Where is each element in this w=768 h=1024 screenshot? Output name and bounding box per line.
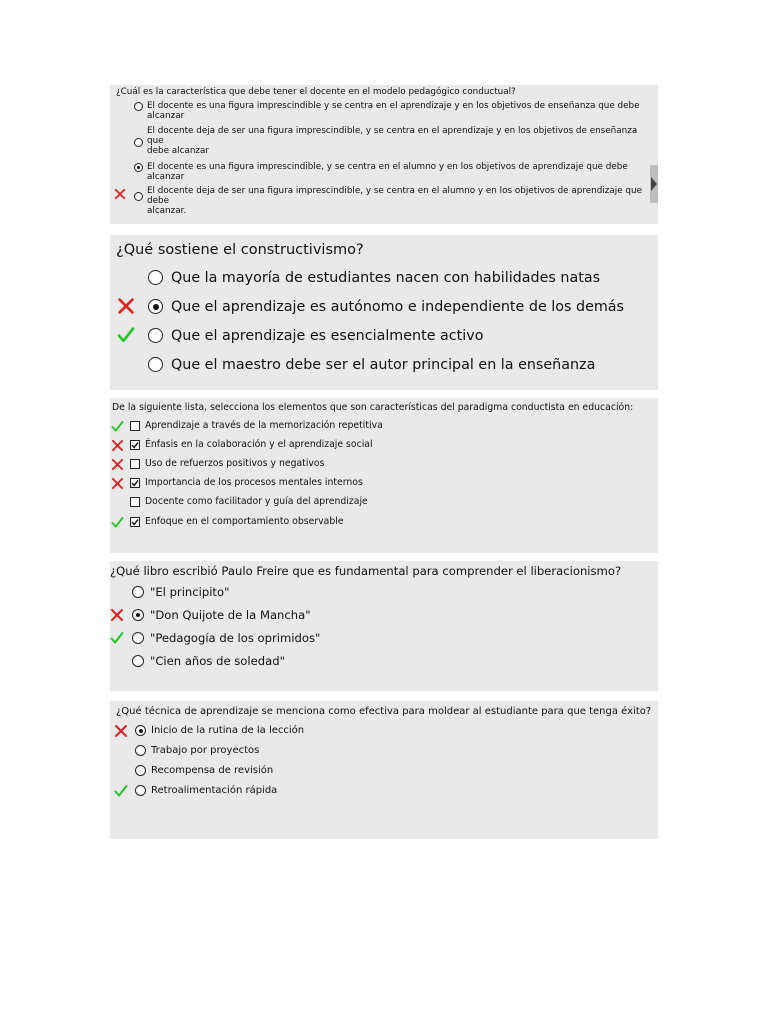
answer-option[interactable] — [132, 585, 229, 599]
radio-button[interactable] — [132, 632, 144, 644]
answer-option[interactable] — [130, 439, 373, 451]
answer-option[interactable] — [132, 608, 311, 622]
wrong-icon — [111, 439, 124, 452]
answer-option[interactable] — [135, 785, 277, 797]
answer-option[interactable] — [134, 162, 646, 182]
answer-option[interactable] — [132, 654, 285, 668]
checkbox[interactable] — [130, 421, 140, 431]
option-text: Que el maestro debe ser el autor principal en la enseñanza — [171, 357, 596, 373]
question-text: ¿Qué libro escribió Paulo Freire que es fundamental para comprender el liberacionismo? — [110, 564, 622, 578]
wrong-icon — [111, 477, 124, 490]
radio-button[interactable] — [135, 785, 146, 796]
option-text: Enfoque en el comportamiento observable — [145, 516, 344, 527]
answer-option[interactable] — [135, 765, 273, 777]
side-tab-handle[interactable] — [650, 165, 658, 203]
radio-button-selected[interactable] — [148, 299, 163, 314]
radio-button-selected[interactable] — [134, 163, 143, 172]
correct-icon — [110, 631, 124, 645]
checkbox-checked[interactable] — [130, 478, 140, 488]
option-text: debe — [147, 196, 169, 207]
answer-option[interactable] — [132, 631, 320, 645]
option-text: "El principito" — [150, 585, 230, 599]
option-text: El docente es una figura imprescindible, y se centra en el alumno y en los objetivos de aprendizaje que debe — [147, 162, 628, 172]
option-text: Docente como facilitador y guía del aprendizaje — [145, 496, 368, 507]
option-text: Que el aprendizaje es esencialmente activo — [171, 328, 484, 344]
question-card-3 — [110, 398, 658, 553]
checkbox-checked[interactable] — [130, 440, 140, 450]
answer-option[interactable] — [130, 477, 363, 489]
option-text: Que la mayoría de estudiantes nacen con habilidades natas — [171, 270, 601, 286]
option-text: El docente deja de ser una figura imprescindible, y se centra en el alumno y en los objetivos de aprendizaje que — [147, 186, 643, 196]
question-card-2 — [110, 235, 658, 390]
radio-button[interactable] — [132, 586, 144, 598]
answer-option[interactable] — [148, 327, 483, 345]
question-card-5 — [110, 701, 658, 839]
correct-icon — [117, 326, 135, 344]
radio-button[interactable] — [132, 655, 144, 667]
radio-button[interactable] — [134, 192, 143, 201]
answer-option[interactable] — [148, 269, 600, 287]
option-text: "Cien años de soledad" — [150, 654, 285, 668]
radio-button[interactable] — [148, 357, 163, 372]
option-text: Importancia de los procesos mentales internos — [145, 477, 363, 488]
wrong-icon — [111, 458, 124, 471]
question-text: De la siguiente lista, selecciona los elementos que son características del paradigma conductista en educación: — [112, 402, 634, 413]
answer-option[interactable] — [130, 420, 383, 432]
answer-option[interactable] — [148, 298, 624, 316]
option-text: Recompensa de revisión — [151, 765, 274, 776]
answer-option[interactable] — [135, 725, 304, 737]
checkbox-checked[interactable] — [130, 517, 140, 527]
option-text: El docente deja de ser una figura imprescindible, y se centra en el aprendizaje y en los objetivos de enseñanza — [147, 126, 638, 136]
option-text: Énfasis en la colaboración y el aprendizaje social — [145, 439, 373, 450]
option-text: "Don Quijote de la Mancha" — [150, 608, 311, 622]
radio-button-selected[interactable] — [135, 725, 146, 736]
radio-button-selected[interactable] — [132, 609, 144, 621]
answer-option[interactable] — [134, 101, 646, 121]
question-text: ¿Qué técnica de aprendizaje se menciona como efectiva para moldear al estudiante para que tenga éxito? — [116, 706, 652, 717]
answer-option[interactable] — [135, 745, 259, 757]
radio-button[interactable] — [148, 328, 163, 343]
option-text: Retroalimentación rápida — [151, 785, 278, 796]
option-text: Trabajo por proyectos — [151, 745, 260, 756]
question-card-4 — [110, 561, 658, 691]
option-text: debe alcanzar — [147, 146, 210, 157]
wrong-icon — [114, 724, 128, 738]
option-text: El docente es una figura imprescindible y se centra en el aprendizaje y en los objetivos de enseñanza que debe — [147, 101, 640, 111]
question-text: ¿Cuál es la característica que debe tener el docente en el modelo pedagógico conductual? — [116, 87, 516, 97]
correct-icon — [111, 516, 124, 529]
answer-option[interactable] — [130, 458, 324, 470]
wrong-icon — [114, 188, 126, 200]
option-text: alcanzar. — [147, 206, 187, 217]
correct-icon — [111, 420, 124, 433]
checkbox[interactable] — [130, 497, 140, 507]
radio-button[interactable] — [135, 745, 146, 756]
option-text: que — [147, 136, 164, 147]
correct-icon — [114, 784, 128, 798]
answer-option[interactable] — [130, 516, 344, 528]
option-text: Aprendizaje a través de la memorización repetitiva — [145, 420, 383, 431]
radio-button[interactable] — [135, 765, 146, 776]
option-text: alcanzar — [147, 111, 185, 122]
wrong-icon — [117, 297, 135, 315]
option-text: Inicio de la rutina de la lección — [151, 725, 305, 736]
radio-button[interactable] — [134, 102, 143, 111]
radio-button[interactable] — [148, 270, 163, 285]
answer-option[interactable] — [130, 496, 368, 508]
answer-option[interactable] — [148, 356, 595, 374]
question-text: ¿Qué sostiene el constructivismo? — [116, 242, 364, 258]
checkbox[interactable] — [130, 459, 140, 469]
answer-option[interactable] — [134, 126, 646, 157]
option-text: alcanzar — [147, 172, 185, 183]
radio-button[interactable] — [134, 138, 143, 147]
option-text: "Pedagogía de los oprimidos" — [150, 631, 321, 645]
answer-option[interactable] — [134, 186, 646, 217]
option-text: Uso de refuerzos positivos y negativos — [145, 458, 325, 469]
wrong-icon — [110, 608, 124, 622]
question-card-1 — [110, 85, 658, 224]
option-text: Que el aprendizaje es autónomo e independiente de los demás — [171, 299, 625, 315]
